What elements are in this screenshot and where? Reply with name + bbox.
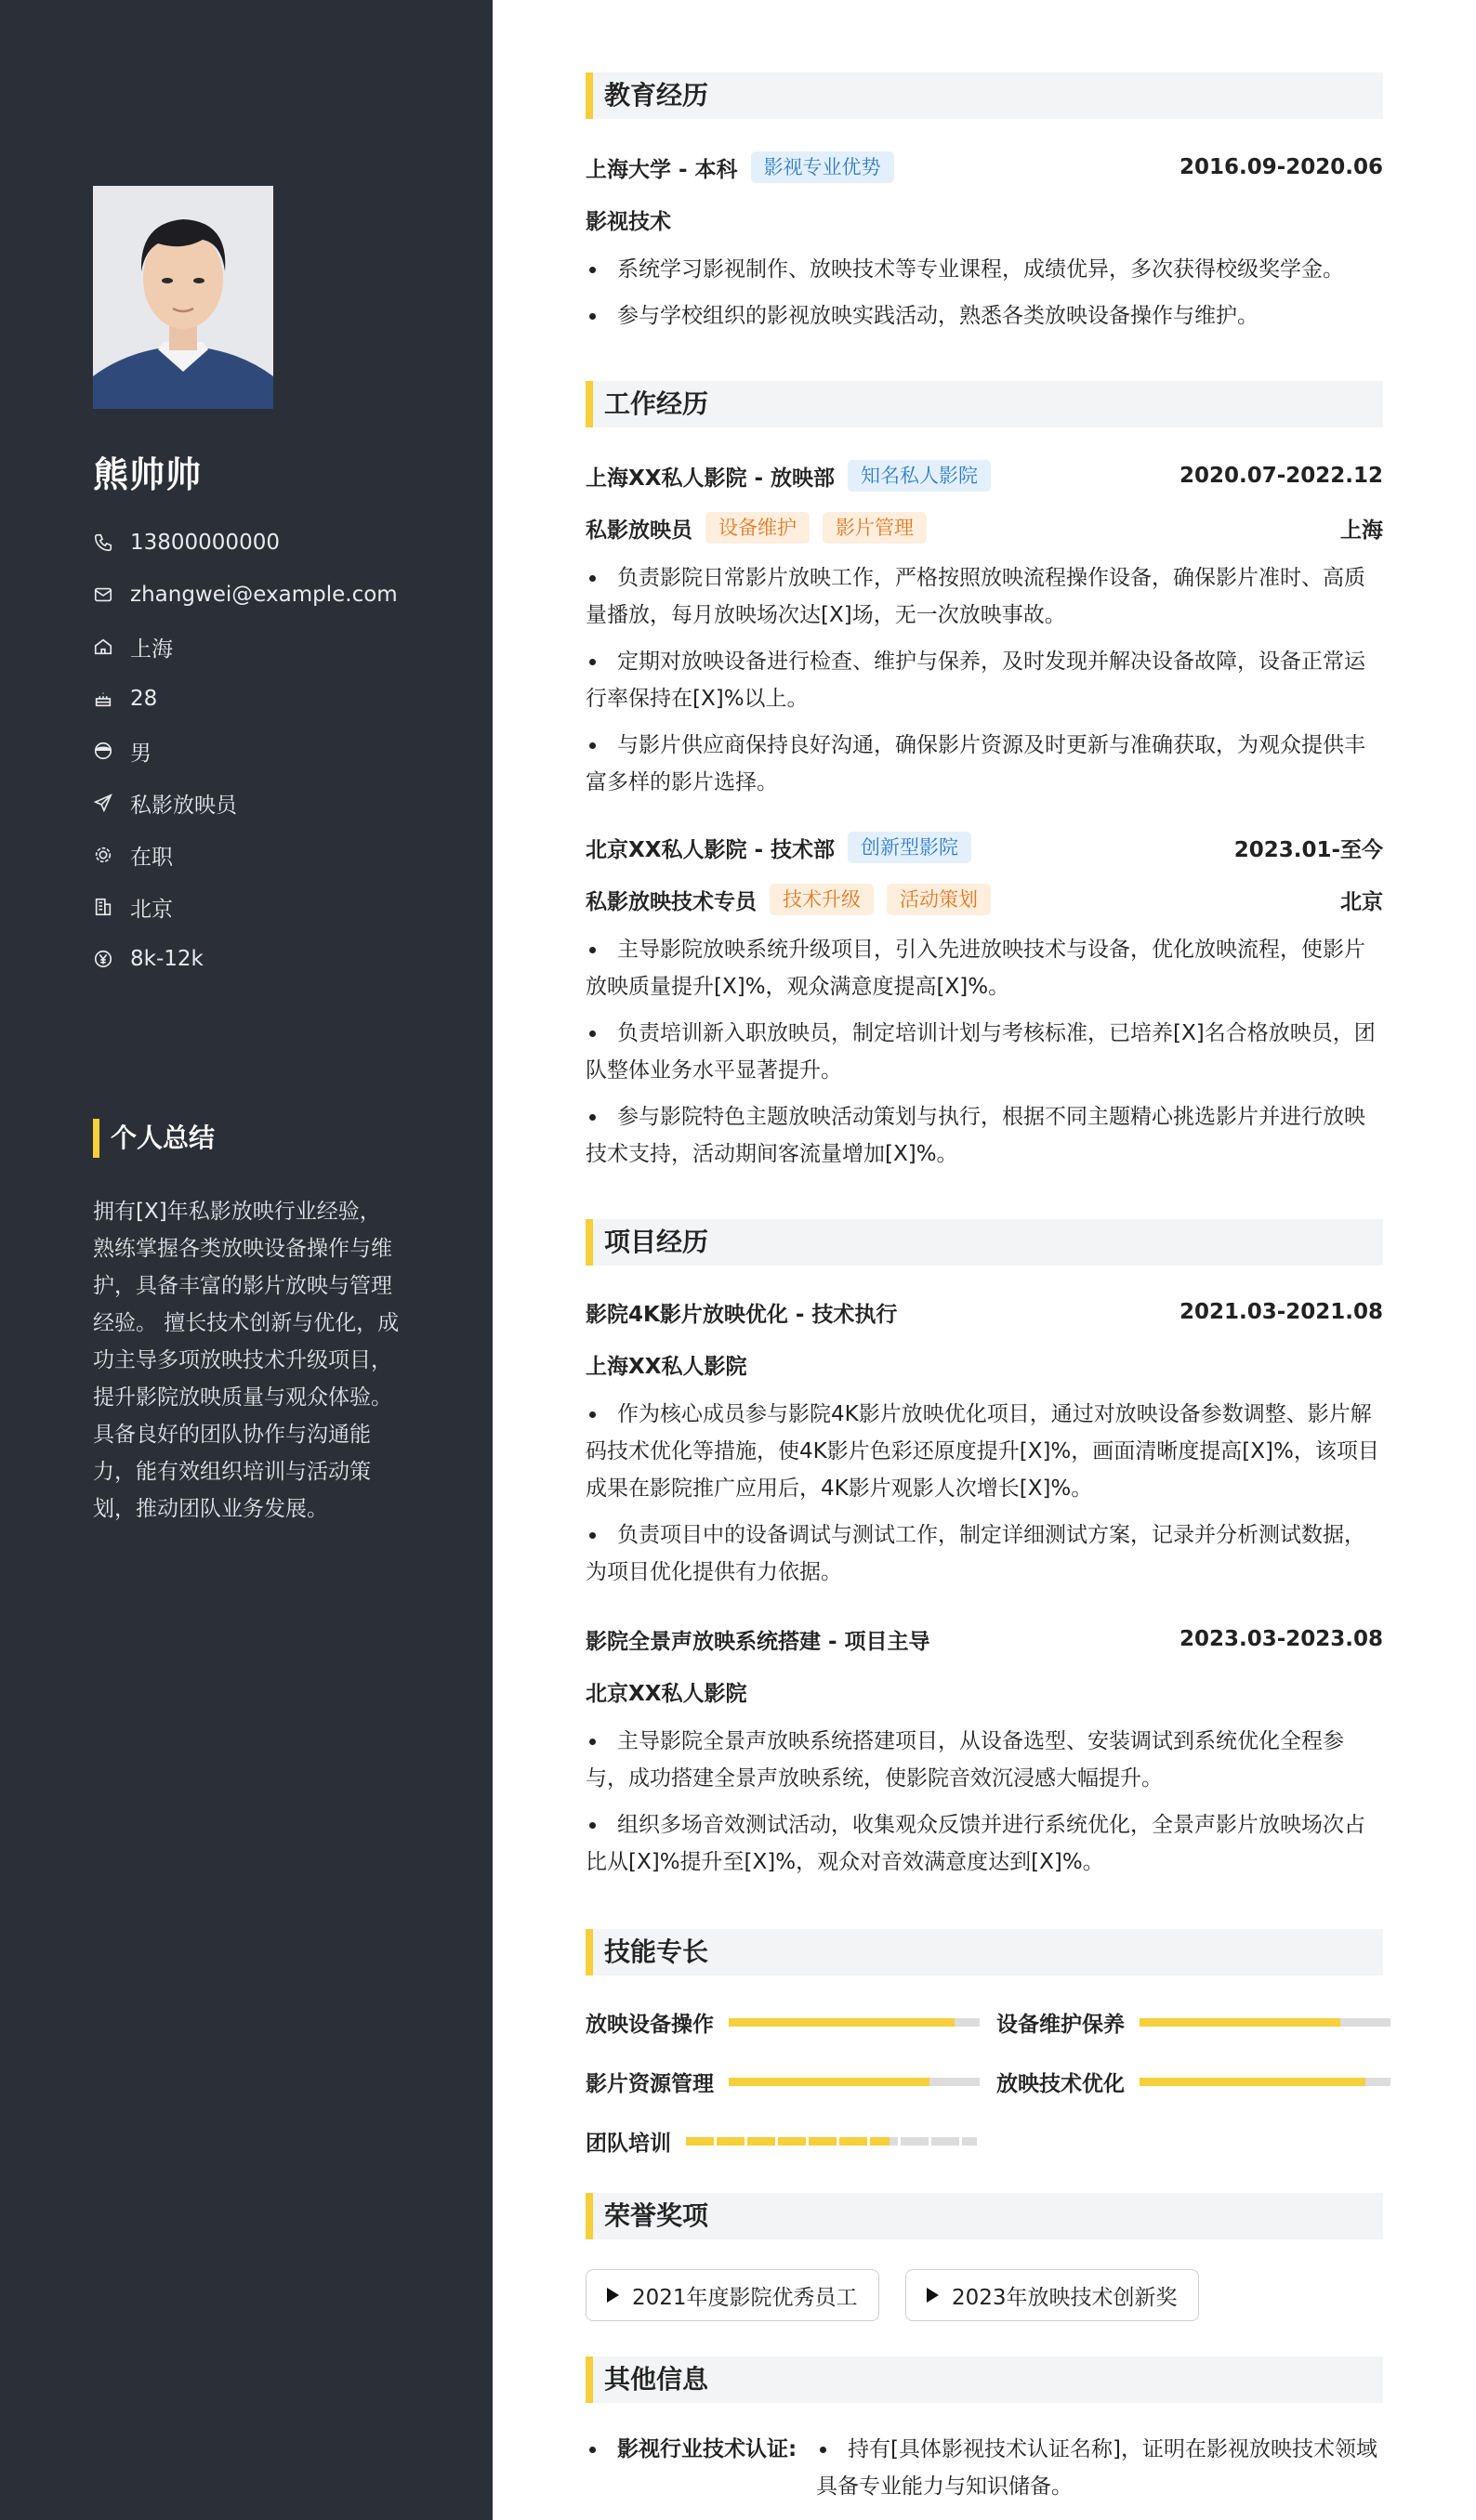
job-1-company: 上海XX私人影院 - 放映部 (586, 466, 836, 491)
other-heading: 其他信息 (586, 2356, 1383, 2403)
award-badge (586, 2269, 879, 2321)
project-2-bullets (586, 1723, 1383, 1890)
skill-item (586, 2122, 977, 2159)
job-2-row (586, 829, 1383, 866)
cake-icon (93, 689, 113, 709)
contact-info-list (93, 517, 398, 985)
profile-name: 熊帅帅 (93, 454, 203, 495)
list-item: 主导影院全景声放映系统搭建项目，从设备选型、安装调试到系统优化全程参与，成功搭建全景声放映系统，使影院音效沉浸感大幅提升。 (586, 1723, 1383, 1797)
skill-bar-fill (686, 2137, 890, 2146)
email-text: zhangwei@example.com (130, 583, 398, 607)
list-item: 定期对放映设备进行检查、维护与保养，及时发现并解决设备故障，设备正常运行率保持在[X]%以上。 (586, 643, 1383, 717)
job-2-role: 私影放映技术专员 (586, 889, 757, 914)
summary-title: 个人总结 (93, 1119, 215, 1158)
education-school: 上海大学 - 本科 (586, 157, 738, 182)
job-2-period: 2023.01-至今 (1233, 837, 1383, 862)
list-item: 参与学校组织的影视放映实践活动，熟悉各类放映设备操作与维护。 (586, 297, 1383, 335)
status-ring-icon (93, 845, 113, 865)
skill-name: 放映技术优化 (996, 2071, 1125, 2096)
info-salary (93, 933, 398, 985)
position-text: 私影放映员 (130, 793, 237, 818)
skill-bar (686, 2137, 977, 2146)
play-triangle-icon (607, 2288, 619, 2303)
main-content (493, 0, 1476, 2520)
list-item: 组织多场音效测试活动，收集观众反馈并进行系统优化，全景声影片放映场次占比从[X]%提升至[X]%，观众对音效满意度达到[X]%。 (586, 1806, 1383, 1881)
job-2-skill-tag: 活动策划 (887, 884, 991, 915)
skill-bar-fill (1140, 2018, 1340, 2027)
job-1-role-row (586, 509, 1383, 546)
skill-bar-fill (729, 2018, 955, 2027)
play-triangle-icon (927, 2288, 939, 2303)
skill-item (996, 2063, 1390, 2100)
project-2-row (586, 1621, 1383, 1658)
sidebar (0, 0, 493, 2520)
gender-text: 男 (130, 741, 152, 766)
skill-item (586, 2003, 980, 2041)
phone-icon (93, 532, 113, 553)
mail-icon (93, 584, 113, 605)
award-text: 2023年放映技术创新奖 (952, 2285, 1178, 2310)
project-1-bullets (586, 1396, 1383, 1600)
project-2-org: 北京XX私人影院 (586, 1681, 747, 1706)
info-status (93, 829, 398, 881)
person-face-icon (93, 741, 113, 761)
target-city-text: 北京 (130, 897, 173, 922)
job-1-skill-tag: 影片管理 (823, 512, 927, 544)
skill-bar (729, 2078, 980, 2086)
list-item: 负责项目中的设备调试与测试工作，制定详细测试方案，记录并分析测试数据，为项目优化提供有力依据。 (586, 1516, 1383, 1591)
skill-name: 团队培训 (586, 2131, 671, 2156)
info-gender (93, 725, 398, 777)
list-item: 系统学习影视制作、放映技术等专业课程，成绩优异，多次获得校级奖学金。 (586, 251, 1383, 288)
project-2-name: 影院全景声放映系统搭建 - 项目主导 (586, 1629, 930, 1654)
list-item: 负责培训新入职放映员，制定培训计划与考核标准，已培养[X]名合格放映员，团队整体业务水平显著提升。 (586, 1015, 1383, 1089)
skills-heading: 技能专长 (586, 1929, 1383, 1975)
info-target-city (93, 881, 398, 933)
education-major: 影视技术 (586, 209, 671, 234)
other-label: 影视行业技术认证: (617, 2437, 797, 2461)
job-1-period: 2020.07-2022.12 (1179, 464, 1383, 488)
skill-bar-fill (729, 2078, 929, 2086)
award-badge (905, 2269, 1199, 2321)
job-1-role: 私影放映员 (586, 518, 692, 543)
info-email (93, 569, 398, 621)
skill-name: 设备维护保养 (996, 2012, 1125, 2037)
location-text: 上海 (130, 637, 173, 662)
job-1-skill-tag: 设备维护 (705, 512, 810, 544)
project-2-period: 2023.03-2023.08 (1179, 1627, 1383, 1651)
home-icon (93, 637, 113, 657)
list-item: 主导影院放映系统升级项目，引入先进放映技术与设备，优化放映流程，使影片放映质量提升[X]%，观众满意度提高[X]%。 (586, 931, 1383, 1005)
status-text: 在职 (130, 845, 173, 870)
profile-photo (93, 186, 273, 409)
job-1-row (586, 457, 1383, 494)
salary-text: 8k-12k (130, 947, 204, 971)
job-2-city: 北京 (1340, 889, 1383, 914)
info-position (93, 777, 398, 829)
list-item: 与影片供应商保持良好沟通，确保影片资源及时更新与准确获取，为观众提供丰富多样的影片选择。 (586, 727, 1383, 801)
info-age (93, 673, 398, 725)
skill-bar (1140, 2018, 1390, 2027)
list-item: 参与影院特色主题放映活动策划与执行，根据不同主题精心挑选影片并进行放映技术支持，活动期间客流量增加[X]%。 (586, 1098, 1383, 1173)
awards-heading: 荣誉奖项 (586, 2193, 1383, 2239)
job-2-bullets (586, 931, 1383, 1182)
age-text: 28 (130, 687, 158, 711)
info-location (93, 621, 398, 673)
bullet-dot (589, 2447, 596, 2453)
other-text: 持有[具体影视技术认证名称]，证明在影视放映技术领域具备专业能力与知识储备。 (816, 2437, 1377, 2499)
summary-text: 拥有[X]年私影放映行业经验，熟练掌握各类放映设备操作与维护，具备丰富的影片放映与管理经验。 擅长技术创新与优化，成功主导多项放映技术升级项目，提升影院放映质量与观众体验。 具备良好的团队协作与沟通能力，能有效组织培训与活动策划，推动团队业务发展。 (93, 1200, 400, 1521)
education-major-row (586, 201, 1383, 238)
job-2-tag: 创新型影院 (848, 832, 971, 863)
skill-name: 影片资源管理 (586, 2071, 714, 2096)
job-1-bullets (586, 559, 1383, 810)
job-1-city: 上海 (1340, 518, 1383, 543)
project-1-name: 影院4K影片放映优化 - 技术执行 (586, 1302, 898, 1327)
skill-item (586, 2063, 980, 2100)
skill-name: 放映设备操作 (586, 2012, 714, 2037)
info-phone (93, 517, 398, 569)
skill-bar-fill (1140, 2078, 1365, 2086)
yen-icon (93, 949, 113, 969)
education-bullets (586, 251, 1383, 344)
list-item: 作为核心成员参与影院4K影片放映优化项目，通过对放映设备参数调整、影片解码技术优化等措施，使4K影片色彩还原度提升[X]%，画面清晰度提高[X]%，该项目成果在影院推广应用后，4K影片观影人次增长[X]%。 (586, 1396, 1383, 1507)
job-1-tag: 知名私人影院 (848, 460, 991, 492)
building-icon (93, 897, 113, 917)
phone-text: 13800000000 (130, 531, 280, 555)
education-row (586, 149, 1383, 186)
award-text: 2021年度影院优秀员工 (632, 2285, 858, 2310)
job-2-role-row (586, 881, 1383, 918)
job-2-company: 北京XX私人影院 - 技术部 (586, 837, 836, 862)
education-tag: 影视专业优势 (751, 151, 894, 183)
project-1-row (586, 1293, 1383, 1331)
skill-bar (1140, 2078, 1390, 2086)
project-1-org: 上海XX私人影院 (586, 1354, 747, 1379)
list-item: 负责影院日常影片放映工作，严格按照放映流程操作设备，确保影片准时、高质量播放，每月放映场次达[X]场，无一次放映事故。 (586, 559, 1383, 634)
skill-bar (729, 2018, 980, 2027)
work-heading: 工作经历 (586, 381, 1383, 427)
project-1-org-row (586, 1345, 1383, 1383)
education-period: 2016.09-2020.06 (1179, 155, 1383, 179)
project-2-org-row (586, 1673, 1383, 1710)
education-heading: 教育经历 (586, 72, 1383, 119)
send-icon (93, 793, 113, 813)
projects-heading: 项目经历 (586, 1219, 1383, 1266)
job-2-skill-tag: 技术升级 (770, 884, 874, 915)
project-1-period: 2021.03-2021.08 (1179, 1300, 1383, 1324)
skill-item (996, 2003, 1390, 2041)
